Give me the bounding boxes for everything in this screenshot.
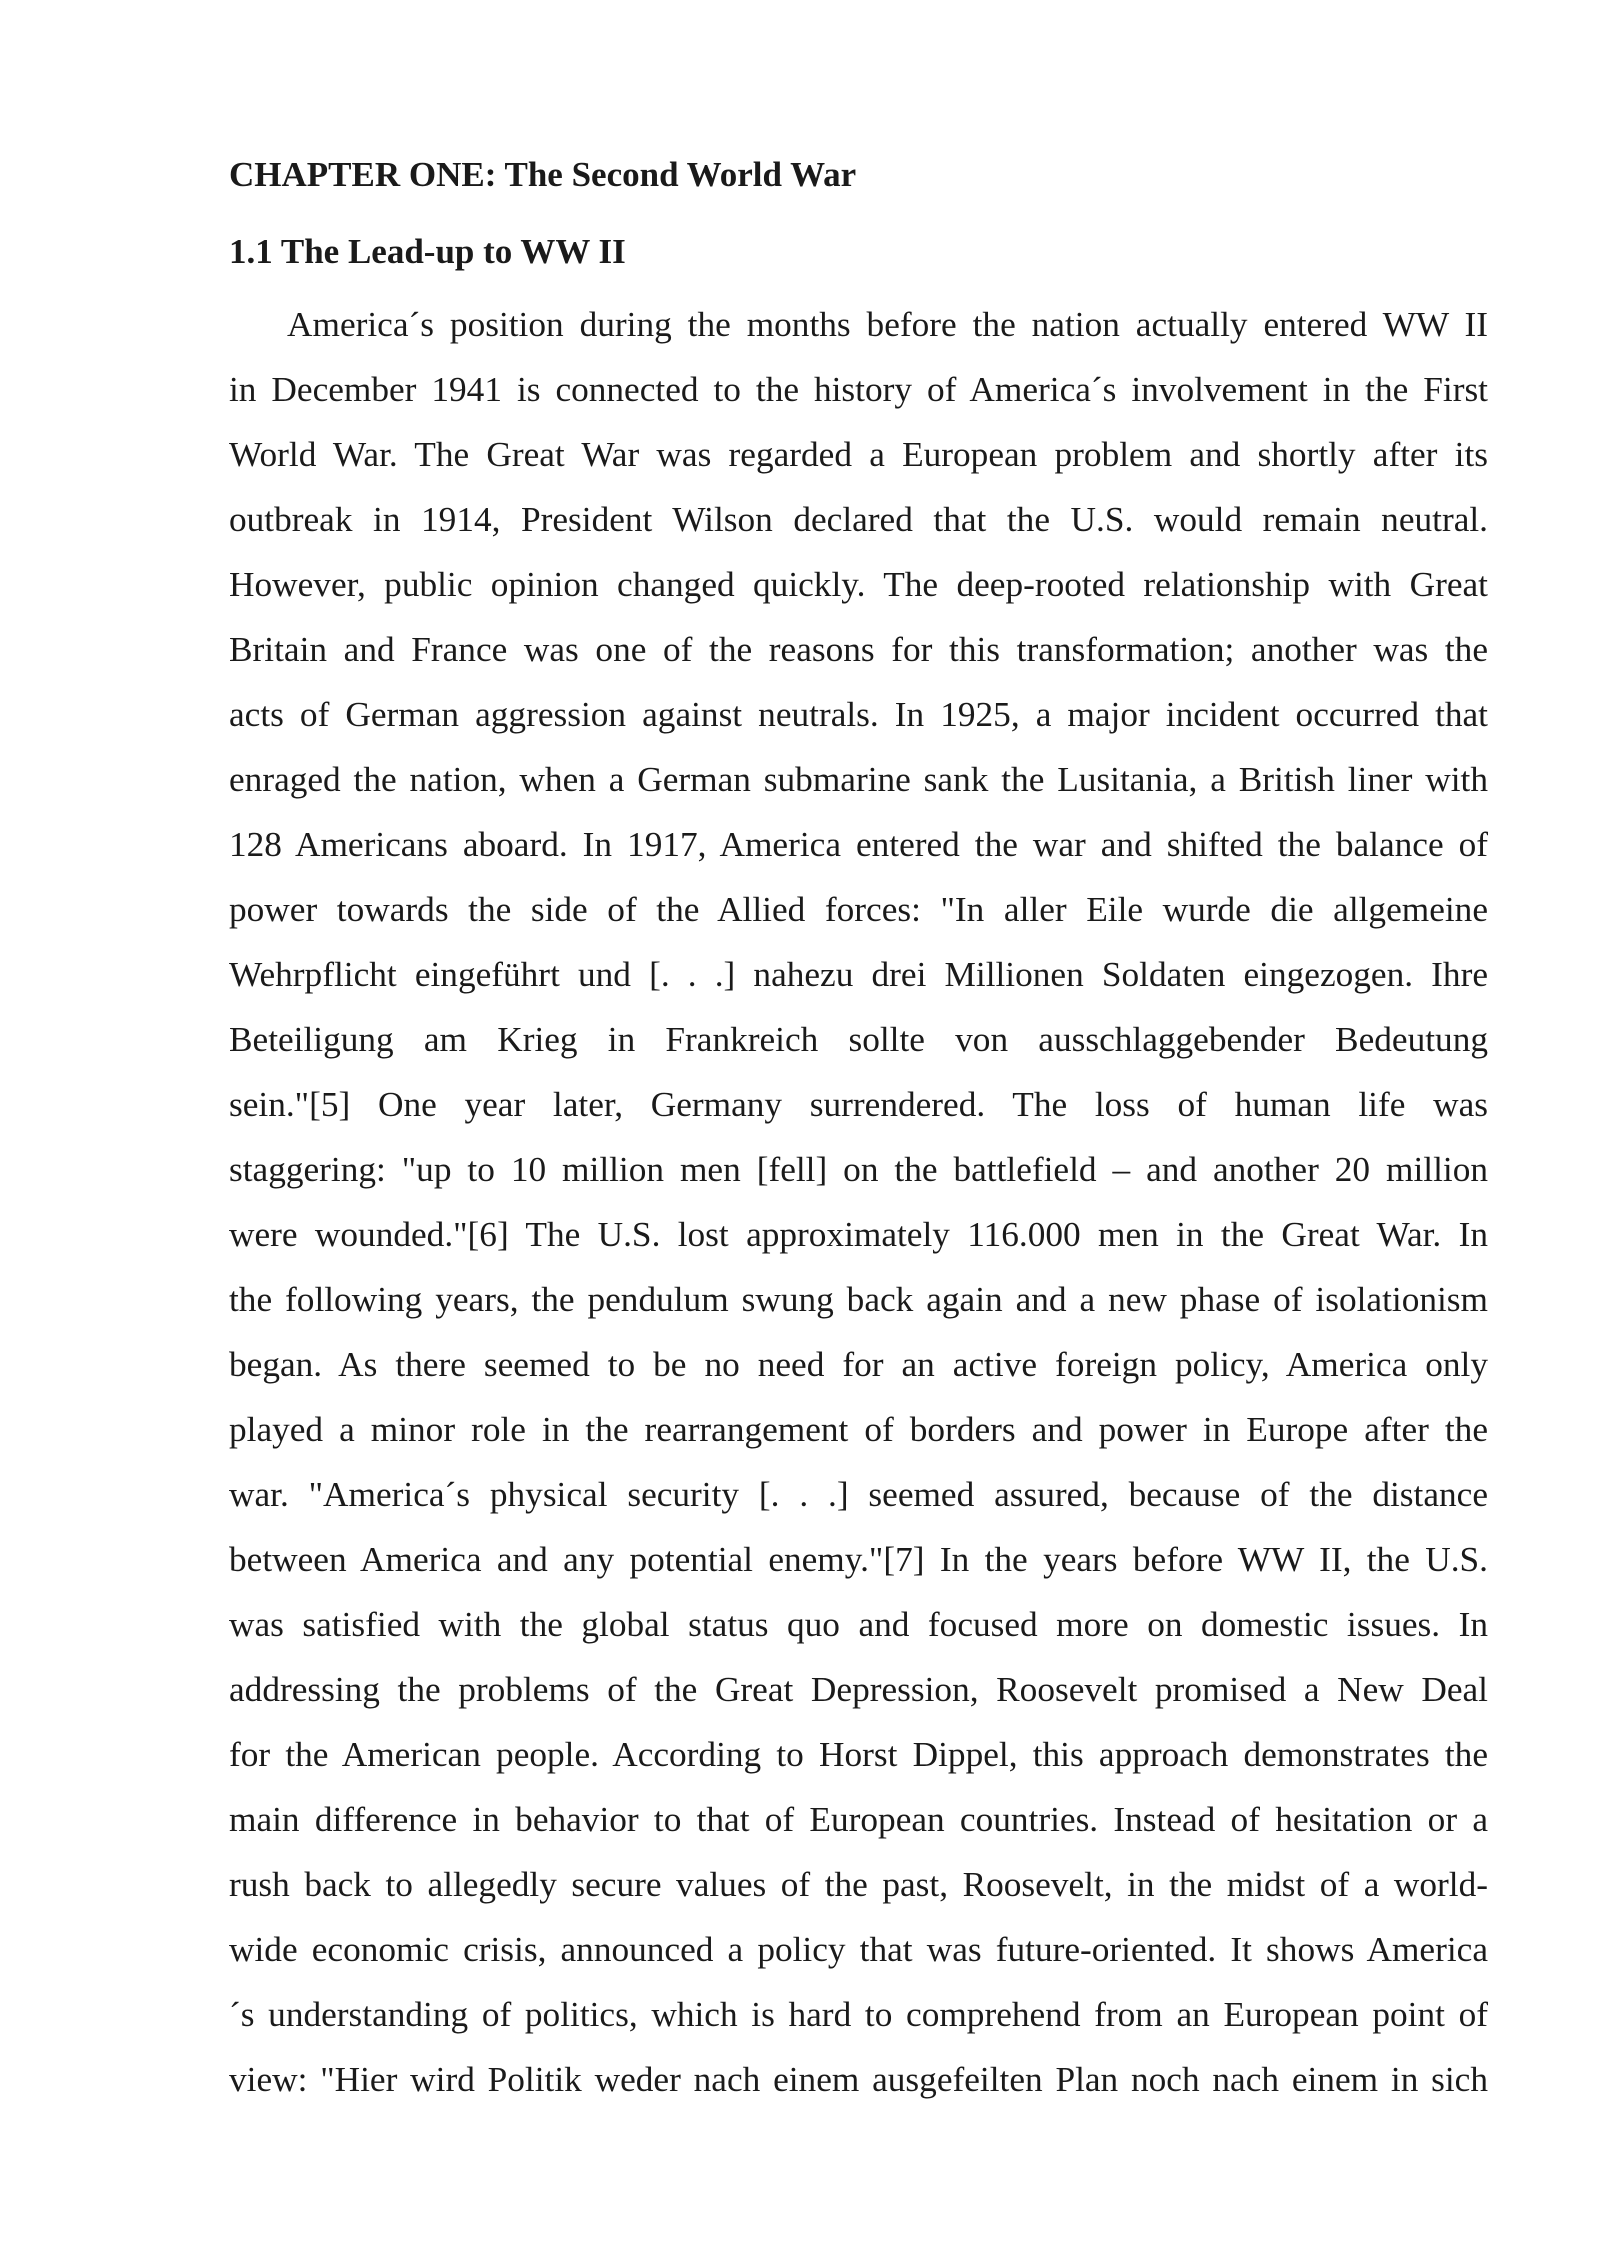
paragraph-line: sein."[5] One year later, Germany surrendered. The loss of human life was: [229, 1085, 1488, 1124]
paragraph-line: ´s understanding of politics, which is hard to comprehend from an European point of: [229, 1995, 1488, 2034]
paragraph-line: acts of German aggression against neutrals. In 1925, a major incident occurred that: [229, 695, 1488, 734]
paragraph-line: war. "America´s physical security [. . .] seemed assured, because of the distance: [229, 1475, 1488, 1514]
paragraph-line: World War. The Great War was regarded a European problem and shortly after its: [229, 435, 1488, 474]
paragraph-line: were wounded."[6] The U.S. lost approximately 116.000 men in the Great War. In: [229, 1215, 1488, 1254]
chapter-title: CHAPTER ONE: The Second World War: [229, 155, 857, 194]
body-paragraph: [229, 292, 1488, 2112]
paragraph-line: 128 Americans aboard. In 1917, America entered the war and shifted the balance of: [229, 825, 1488, 864]
paragraph-line: staggering: "up to 10 million men [fell] on the battlefield – and another 20 million: [229, 1150, 1488, 1189]
paragraph-line: was satisfied with the global status quo and focused more on domestic issues. In: [229, 1605, 1488, 1644]
paragraph-line: in December 1941 is connected to the history of America´s involvement in the First: [229, 370, 1488, 409]
paragraph-line: the following years, the pendulum swung back again and a new phase of isolationism: [229, 1280, 1488, 1319]
paragraph-line: wide economic crisis, announced a policy that was future-oriented. It shows America: [229, 1930, 1488, 1969]
document-page: [229, 150, 1488, 2112]
paragraph-line: power towards the side of the Allied forces: "In aller Eile wurde die allgemeine: [229, 890, 1488, 929]
section-title: 1.1 The Lead-up to WW II: [229, 232, 626, 271]
paragraph-line: main difference in behavior to that of European countries. Instead of hesitation or a: [229, 1800, 1488, 1839]
paragraph-line: between America and any potential enemy."[7] In the years before WW II, the U.S.: [229, 1540, 1488, 1579]
paragraph-line: addressing the problems of the Great Depression, Roosevelt promised a New Deal: [229, 1670, 1488, 1709]
paragraph-line: enraged the nation, when a German submarine sank the Lusitania, a British liner with: [229, 760, 1488, 799]
paragraph-line: Britain and France was one of the reasons for this transformation; another was the: [229, 630, 1488, 669]
paragraph-line: played a minor role in the rearrangement of borders and power in Europe after the: [229, 1410, 1488, 1449]
paragraph-line: Beteiligung am Krieg in Frankreich sollte von ausschlaggebender Bedeutung: [229, 1020, 1488, 1059]
paragraph-line: rush back to allegedly secure values of the past, Roosevelt, in the midst of a world-: [229, 1865, 1488, 1904]
paragraph-line: for the American people. According to Horst Dippel, this approach demonstrates the: [229, 1735, 1488, 1774]
paragraph-line: view: "Hier wird Politik weder nach einem ausgefeilten Plan noch nach einem in sich: [229, 2060, 1488, 2099]
paragraph-line: America´s position during the months before the nation actually entered WW II: [287, 305, 1488, 344]
paragraph-line: Wehrpflicht eingeführt und [. . .] nahezu drei Millionen Soldaten eingezogen. Ihre: [229, 955, 1488, 994]
paragraph-line: However, public opinion changed quickly. The deep-rooted relationship with Great: [229, 565, 1488, 604]
paragraph-line: outbreak in 1914, President Wilson declared that the U.S. would remain neutral.: [229, 500, 1488, 539]
paragraph-line: began. As there seemed to be no need for an active foreign policy, America only: [229, 1345, 1488, 1384]
